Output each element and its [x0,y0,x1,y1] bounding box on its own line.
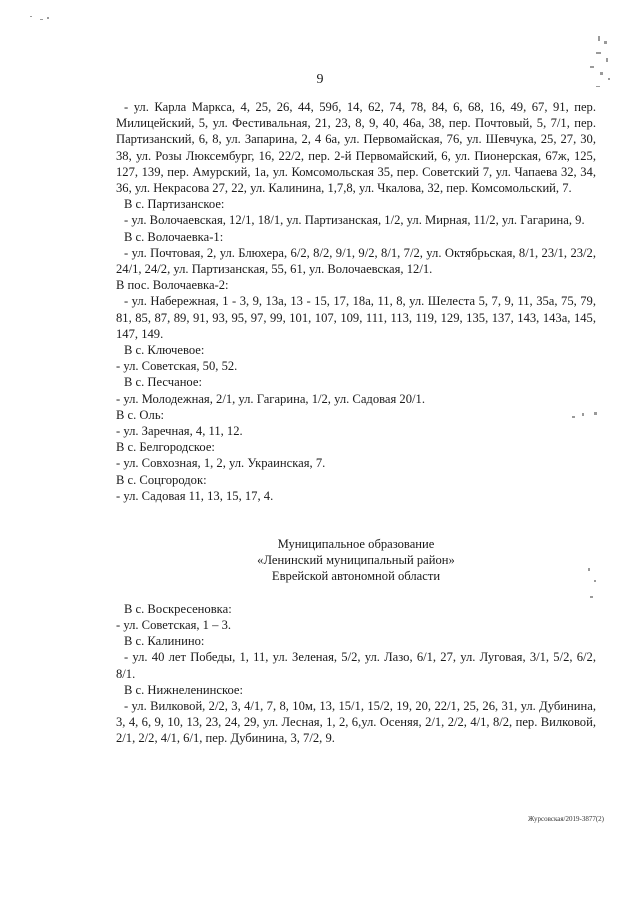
locality-heading: В с. Песчаное: [124,375,202,390]
locality-heading: В с. Воскресеновка: [124,601,232,616]
document-body [116,99,596,747]
address-list-paragraph: - ул. Совхозная, 1, 2, ул. Украинская, 7. [116,456,326,471]
address-list-paragraph: - ул. Заречная, 4, 11, 12. [116,424,243,439]
address-list-paragraph: - ул. Карла Маркса, 4, 25, 26, 44, 59б, 14, 62, 74, 78, 84, 6, 68, 16, 49, 67, 91, пер. Милицейский, 5, ул. Фестивальная, 21, 23, 8, 9, 40, 46а, 38, пер. Почтовый, 5, 7/1, пер. Партизанский, 6, 8, ул. Запарина, 2, 4 6а, ул. Первомайская, 76, ул. Шевчука, 25, 27, 30, 38, ул. Розы Люксембург, 16, 22/2, пер. 2-й Первомайский, 6, ул. Пионерская, 67ж, 125, 127, 139, пер. Амурский, 1а, ул. Комсомольская 35, пер. Советский 7, ул. Чапаева 32, 34, 36, ул. Некрасова 27, 22, ул. Калинина, 1,7,8, ул. Чкалова, 32, пер. Комсомольский, 7. [116,100,596,196]
address-list-paragraph: - ул. Советская, 1 – 3. [116,617,232,632]
address-list-paragraph: - ул. 40 лет Победы, 1, 11, ул. Зеленая, 5/2, ул. Лазо, 6/1, 27, ул. Луговая, 3/1, 5/2, 6/2, 8/1. [116,650,596,681]
address-list-paragraph: - ул. Советская, 50, 52. [116,359,238,374]
section-heading-line: «Ленинский муниципальный район» [257,553,455,568]
locality-heading: В пос. Волочаевка-2: [116,278,229,293]
locality-heading: В с. Ключевое: [124,343,205,358]
document-footer-code: Журсовская/2019-3877(2) [528,815,604,823]
locality-heading: В с. Белгородское: [116,440,215,455]
address-list-paragraph: - ул. Вилковой, 2/2, 3, 4/1, 7, 8, 10м, 13, 15/1, 15/2, 19, 20, 22/1, 25, 26, 31, ул. Дубинина, 3, 4, 6, 9, 10, 13, 23, 24, 29, ул. Лесная, 1, 2, 6,ул. Осеняя, 2/1, 2/2, 4/1, 8/2, пер. Вилковой, 2/1, 2/2, 4/1, 6/1, пер. Дубинина, 3, 7/2, 9. [116,698,596,746]
address-list-paragraph: - ул. Молодежная, 2/1, ул. Гагарина, 1/2, ул. Садовая 20/1. [116,391,425,406]
section-heading-line: Муниципальное образование [277,537,435,552]
page-number: 9 [316,72,324,87]
address-list-paragraph: - ул. Набережная, 1 - 3, 9, 13а, 13 - 15, 17, 18а, 11, 8, ул. Шелеста 5, 7, 9, 11, 35а, 75, 79, 81, 85, 87, 89, 91, 93, 95, 97, 99, 101, 107, 109, 111, 113, 119, 129, 135, 137, 143, 143а, 145, 147, 149. [116,294,596,341]
section-spacer [116,520,596,536]
section-spacer [116,504,596,520]
locality-heading: В с. Оль: [116,407,165,422]
locality-heading: В с. Волочаевка-1: [124,229,224,244]
address-list-paragraph: - ул. Садовая 11, 13, 15, 17, 4. [116,488,274,503]
address-list-paragraph: - ул. Волочаевская, 12/1, 18/1, ул. Партизанская, 1/2, ул. Мирная, 11/2, ул. Гагарина, 9. [124,213,585,228]
locality-heading: В с. Калинино: [124,634,205,649]
section-spacer [116,585,596,601]
address-list-paragraph: - ул. Почтовая, 2, ул. Блюхера, 6/2, 8/2, 9/1, 9/2, 8/1, 7/2, ул. Октябрьская, 8/1, 23/1, 23/2, 24/1, 24/2, ул. Партизанская, 55, 61, ул. Волочаевская, 12/1. [116,245,596,277]
section-heading-line: Еврейской автономной области [271,569,441,584]
locality-heading: В с. Нижнеленинское: [124,682,244,697]
locality-heading: В с. Соцгородок: [116,472,207,487]
locality-heading: В с. Партизанское: [124,197,225,212]
